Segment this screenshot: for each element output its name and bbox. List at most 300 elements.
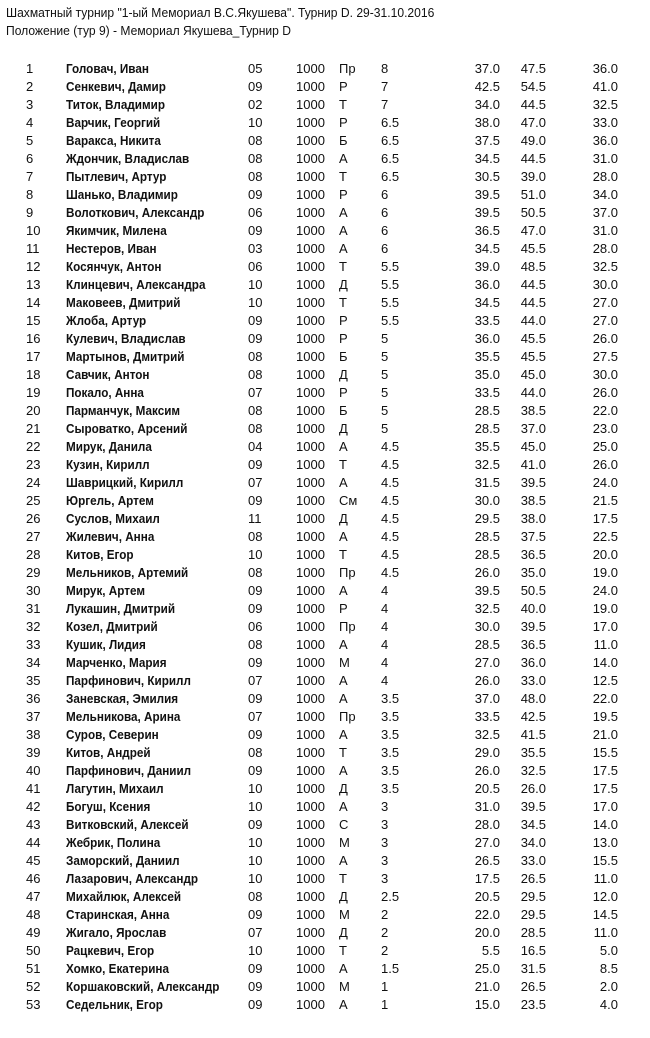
tiebreak-3: 12.5	[592, 673, 618, 688]
rank: 52	[26, 979, 41, 994]
birth-year: 10	[248, 853, 263, 868]
tiebreak-1: 30.0	[474, 619, 500, 634]
tiebreak-1: 31.5	[474, 475, 500, 490]
points: 3.5	[381, 709, 400, 724]
rating: 1000	[296, 223, 325, 238]
tiebreak-1: 21.0	[474, 979, 500, 994]
club: Д	[339, 511, 348, 526]
tiebreak-1: 39.0	[474, 259, 500, 274]
points: 4.5	[381, 547, 400, 562]
tiebreak-3: 30.0	[592, 277, 618, 292]
rank: 9	[26, 205, 34, 220]
club: Р	[339, 313, 348, 328]
club: А	[339, 691, 348, 706]
points: 3	[381, 799, 389, 814]
points: 5	[381, 385, 389, 400]
birth-year: 08	[248, 889, 263, 904]
points: 5.5	[381, 259, 400, 274]
tiebreak-1: 39.5	[474, 583, 500, 598]
rank: 37	[26, 709, 41, 724]
points: 3.5	[381, 781, 400, 796]
rating: 1000	[296, 97, 325, 112]
points: 6.5	[381, 169, 400, 184]
tiebreak-1: 25.0	[474, 961, 500, 976]
birth-year: 06	[248, 619, 263, 634]
tiebreak-3: 17.5	[592, 511, 618, 526]
tiebreak-2: 45.0	[520, 367, 546, 382]
rating: 1000	[296, 925, 325, 940]
player-name: Заневская, Эмилия	[66, 691, 179, 706]
points: 4.5	[381, 475, 400, 490]
points: 2.5	[381, 889, 400, 904]
tiebreak-3: 15.5	[592, 745, 618, 760]
birth-year: 09	[248, 457, 263, 472]
tiebreak-1: 26.0	[474, 763, 500, 778]
tiebreak-1: 20.0	[474, 925, 500, 940]
tiebreak-3: 21.5	[592, 493, 618, 508]
table-row	[0, 312, 650, 330]
points: 4	[381, 583, 389, 598]
points: 7	[381, 97, 389, 112]
rating: 1000	[296, 385, 325, 400]
tiebreak-1: 35.5	[474, 439, 500, 454]
points: 1	[381, 997, 389, 1012]
player-name: Мирук, Данила	[66, 439, 152, 454]
birth-year: 09	[248, 601, 263, 616]
club: А	[339, 727, 348, 742]
tiebreak-1: 22.0	[474, 907, 500, 922]
birth-year: 08	[248, 529, 263, 544]
rank: 25	[26, 493, 41, 508]
tiebreak-2: 33.0	[520, 853, 546, 868]
rating: 1000	[296, 259, 325, 274]
club: А	[339, 529, 348, 544]
rank: 20	[26, 403, 41, 418]
rating: 1000	[296, 763, 325, 778]
rating: 1000	[296, 817, 325, 832]
points: 4.5	[381, 511, 400, 526]
rank: 42	[26, 799, 41, 814]
rank: 43	[26, 817, 41, 832]
club: А	[339, 241, 348, 256]
table-row	[0, 438, 650, 456]
tiebreak-2: 26.5	[520, 871, 546, 886]
rank: 12	[26, 259, 41, 274]
tiebreak-3: 27.0	[592, 295, 618, 310]
player-name: Кулевич, Владислав	[66, 331, 186, 346]
tiebreak-3: 31.0	[592, 151, 618, 166]
tiebreak-1: 35.0	[474, 367, 500, 382]
tiebreak-2: 16.5	[520, 943, 546, 958]
table-row	[0, 798, 650, 816]
rank: 38	[26, 727, 41, 742]
tiebreak-3: 8.5	[599, 961, 618, 976]
player-name: Жигало, Ярослав	[66, 925, 167, 940]
tiebreak-3: 30.0	[592, 367, 618, 382]
points: 4.5	[381, 565, 400, 580]
rank: 51	[26, 961, 41, 976]
tiebreak-1: 33.5	[474, 313, 500, 328]
club: Д	[339, 421, 348, 436]
tournament-title: Шахматный турнир "1-ый Мемориал В.С.Якушева". Турнир D. 29-31.10.2016	[6, 5, 435, 20]
rank: 34	[26, 655, 41, 670]
club: Р	[339, 187, 348, 202]
tiebreak-1: 32.5	[474, 727, 500, 742]
tiebreak-2: 35.5	[520, 745, 546, 760]
birth-year: 09	[248, 979, 263, 994]
tiebreak-2: 41.5	[520, 727, 546, 742]
rank: 2	[26, 79, 34, 94]
rank: 24	[26, 475, 41, 490]
table-row	[0, 762, 650, 780]
rank: 44	[26, 835, 41, 850]
birth-year: 04	[248, 439, 263, 454]
club: А	[339, 475, 348, 490]
club: Д	[339, 889, 348, 904]
birth-year: 08	[248, 367, 263, 382]
player-name: Мельников, Артемий	[66, 565, 189, 580]
tiebreak-2: 37.0	[520, 421, 546, 436]
tiebreak-1: 27.0	[474, 655, 500, 670]
rank: 18	[26, 367, 41, 382]
club: Д	[339, 367, 348, 382]
points: 6	[381, 187, 389, 202]
rating: 1000	[296, 943, 325, 958]
rating: 1000	[296, 565, 325, 580]
tiebreak-1: 28.5	[474, 403, 500, 418]
player-name: Жлоба, Артур	[66, 313, 147, 328]
birth-year: 06	[248, 205, 263, 220]
tiebreak-1: 28.5	[474, 421, 500, 436]
rating: 1000	[296, 709, 325, 724]
rating: 1000	[296, 115, 325, 130]
birth-year: 09	[248, 907, 263, 922]
player-name: Жебрик, Полина	[66, 835, 161, 850]
tiebreak-3: 11.0	[593, 925, 618, 940]
rating: 1000	[296, 601, 325, 616]
tiebreak-1: 28.5	[474, 637, 500, 652]
rank: 7	[26, 169, 34, 184]
rank: 19	[26, 385, 41, 400]
table-row	[0, 852, 650, 870]
tiebreak-3: 17.0	[592, 799, 618, 814]
table-row	[0, 924, 650, 942]
rank: 28	[26, 547, 41, 562]
rank: 1	[26, 61, 34, 76]
tiebreak-1: 15.0	[474, 997, 500, 1012]
tiebreak-3: 41.0	[592, 79, 618, 94]
table-row	[0, 348, 650, 366]
tiebreak-1: 36.0	[474, 331, 500, 346]
tiebreak-3: 21.0	[592, 727, 618, 742]
rating: 1000	[296, 79, 325, 94]
rank: 49	[26, 925, 41, 940]
club: Р	[339, 385, 348, 400]
table-row	[0, 600, 650, 618]
club: А	[339, 583, 348, 598]
player-name: Нестеров, Иван	[66, 241, 157, 256]
table-row	[0, 60, 650, 78]
rank: 16	[26, 331, 41, 346]
points: 6	[381, 205, 389, 220]
rating: 1000	[296, 529, 325, 544]
points: 3.5	[381, 745, 400, 760]
rating: 1000	[296, 727, 325, 742]
rank: 17	[26, 349, 41, 364]
rank: 36	[26, 691, 41, 706]
rating: 1000	[296, 421, 325, 436]
tiebreak-1: 20.5	[474, 889, 500, 904]
rating: 1000	[296, 979, 325, 994]
club: А	[339, 853, 348, 868]
tiebreak-3: 37.0	[592, 205, 618, 220]
tiebreak-1: 26.0	[474, 673, 500, 688]
points: 6.5	[381, 115, 400, 130]
player-name: Парманчук, Максим	[66, 403, 181, 418]
table-row	[0, 672, 650, 690]
player-name: Мартынов, Дмитрий	[66, 349, 185, 364]
player-name: Китов, Андрей	[66, 745, 151, 760]
rank: 22	[26, 439, 41, 454]
tiebreak-3: 22.0	[592, 691, 618, 706]
tiebreak-2: 40.0	[520, 601, 546, 616]
tiebreak-2: 47.0	[520, 223, 546, 238]
club: С	[339, 817, 349, 832]
rating: 1000	[296, 187, 325, 202]
tiebreak-3: 14.0	[592, 817, 618, 832]
player-name: Суслов, Михаил	[66, 511, 160, 526]
points: 4	[381, 655, 389, 670]
tiebreak-2: 37.5	[520, 529, 546, 544]
birth-year: 07	[248, 709, 263, 724]
tiebreak-1: 31.0	[474, 799, 500, 814]
rating: 1000	[296, 277, 325, 292]
tiebreak-2: 39.5	[520, 619, 546, 634]
player-name: Пытлевич, Артур	[66, 169, 167, 184]
tiebreak-2: 28.5	[520, 925, 546, 940]
rank: 47	[26, 889, 41, 904]
points: 5	[381, 349, 389, 364]
player-name: Сенкевич, Дамир	[66, 79, 166, 94]
tiebreak-1: 28.5	[474, 529, 500, 544]
tiebreak-3: 22.0	[592, 403, 618, 418]
rank: 46	[26, 871, 41, 886]
tiebreak-3: 27.0	[592, 313, 618, 328]
tiebreak-2: 38.0	[520, 511, 546, 526]
player-name: Титок, Владимир	[66, 97, 165, 112]
tiebreak-1: 33.5	[474, 385, 500, 400]
tiebreak-1: 35.5	[474, 349, 500, 364]
club: Т	[339, 169, 347, 184]
birth-year: 09	[248, 79, 263, 94]
rating: 1000	[296, 349, 325, 364]
tiebreak-1: 34.5	[474, 295, 500, 310]
tiebreak-3: 28.0	[592, 169, 618, 184]
tiebreak-3: 32.5	[592, 97, 618, 112]
tiebreak-1: 34.5	[474, 241, 500, 256]
rank: 21	[26, 421, 41, 436]
club: А	[339, 763, 348, 778]
birth-year: 10	[248, 115, 263, 130]
player-name: Коршаковский, Александр	[66, 979, 220, 994]
player-name: Сыроватко, Арсений	[66, 421, 188, 436]
tiebreak-3: 34.0	[592, 187, 618, 202]
club: Т	[339, 871, 347, 886]
birth-year: 11	[248, 511, 262, 526]
birth-year: 08	[248, 565, 263, 580]
table-row	[0, 294, 650, 312]
club: Пр	[339, 61, 356, 76]
tiebreak-3: 31.0	[592, 223, 618, 238]
rank: 10	[26, 223, 41, 238]
tiebreak-2: 26.0	[520, 781, 546, 796]
points: 4	[381, 673, 389, 688]
rating: 1000	[296, 475, 325, 490]
points: 3	[381, 853, 389, 868]
birth-year: 08	[248, 169, 263, 184]
tiebreak-2: 45.5	[520, 241, 546, 256]
rank: 23	[26, 457, 41, 472]
birth-year: 08	[248, 421, 263, 436]
tiebreak-2: 48.0	[520, 691, 546, 706]
player-name: Лукашин, Дмитрий	[66, 601, 176, 616]
tiebreak-2: 36.0	[520, 655, 546, 670]
birth-year: 06	[248, 259, 263, 274]
club: Д	[339, 925, 348, 940]
club: См	[339, 493, 358, 508]
table-row	[0, 636, 650, 654]
table-row	[0, 474, 650, 492]
table-row	[0, 834, 650, 852]
rating: 1000	[296, 691, 325, 706]
tiebreak-2: 44.5	[520, 277, 546, 292]
table-row	[0, 222, 650, 240]
tiebreak-1: 36.5	[474, 223, 500, 238]
table-row	[0, 402, 650, 420]
tiebreak-3: 33.0	[592, 115, 618, 130]
standings-table	[0, 60, 650, 1014]
birth-year: 08	[248, 745, 263, 760]
tiebreak-1: 29.5	[474, 511, 500, 526]
tiebreak-2: 44.0	[520, 313, 546, 328]
rating: 1000	[296, 133, 325, 148]
rating: 1000	[296, 241, 325, 256]
rating: 1000	[296, 403, 325, 418]
tiebreak-3: 14.5	[592, 907, 618, 922]
rank: 45	[26, 853, 41, 868]
tiebreak-3: 20.0	[592, 547, 618, 562]
standings-subtitle: Положение (тур 9) - Мемориал Якушева_Турнир D	[6, 23, 291, 38]
table-row	[0, 942, 650, 960]
tiebreak-3: 13.0	[592, 835, 618, 850]
player-name: Заморский, Даниил	[66, 853, 180, 868]
tiebreak-2: 50.5	[520, 583, 546, 598]
player-name: Марченко, Мария	[66, 655, 167, 670]
player-name: Шаврицкий, Кирилл	[66, 475, 184, 490]
tiebreak-1: 30.5	[474, 169, 500, 184]
club: М	[339, 979, 350, 994]
table-row	[0, 204, 650, 222]
table-row	[0, 996, 650, 1014]
points: 8	[381, 61, 389, 76]
player-name: Покало, Анна	[66, 385, 144, 400]
tiebreak-2: 45.5	[520, 331, 546, 346]
tiebreak-3: 26.0	[592, 385, 618, 400]
rank: 53	[26, 997, 41, 1012]
rank: 32	[26, 619, 41, 634]
tiebreak-1: 32.5	[474, 457, 500, 472]
birth-year: 08	[248, 133, 263, 148]
points: 4	[381, 619, 389, 634]
table-row	[0, 888, 650, 906]
birth-year: 08	[248, 403, 263, 418]
club: А	[339, 997, 348, 1012]
table-row	[0, 114, 650, 132]
tiebreak-2: 26.5	[520, 979, 546, 994]
points: 4.5	[381, 529, 400, 544]
player-name: Мельникова, Арина	[66, 709, 181, 724]
player-name: Козел, Дмитрий	[66, 619, 158, 634]
rank: 39	[26, 745, 41, 760]
tiebreak-2: 44.5	[520, 151, 546, 166]
player-name: Хомко, Екатерина	[66, 961, 169, 976]
rating: 1000	[296, 583, 325, 598]
rating: 1000	[296, 151, 325, 166]
player-name: Волоткович, Александр	[66, 205, 205, 220]
player-name: Витковский, Алексей	[66, 817, 189, 832]
tiebreak-3: 5.0	[599, 943, 618, 958]
rating: 1000	[296, 637, 325, 652]
club: А	[339, 673, 348, 688]
birth-year: 09	[248, 583, 263, 598]
tiebreak-3: 17.0	[592, 619, 618, 634]
table-row	[0, 384, 650, 402]
tiebreak-2: 39.0	[520, 169, 546, 184]
club: Т	[339, 547, 347, 562]
club: Д	[339, 277, 348, 292]
birth-year: 07	[248, 925, 263, 940]
tiebreak-3: 24.0	[592, 583, 618, 598]
points: 3	[381, 871, 389, 886]
rank: 41	[26, 781, 41, 796]
club: Т	[339, 457, 347, 472]
birth-year: 10	[248, 277, 263, 292]
tiebreak-2: 39.5	[520, 475, 546, 490]
tiebreak-1: 20.5	[474, 781, 500, 796]
rating: 1000	[296, 619, 325, 634]
birth-year: 08	[248, 349, 263, 364]
rank: 3	[26, 97, 34, 112]
points: 5.5	[381, 313, 400, 328]
club: М	[339, 907, 350, 922]
birth-year: 05	[248, 61, 263, 76]
tiebreak-1: 30.0	[474, 493, 500, 508]
points: 3.5	[381, 727, 400, 742]
rating: 1000	[296, 331, 325, 346]
points: 7	[381, 79, 389, 94]
table-row	[0, 582, 650, 600]
table-row	[0, 906, 650, 924]
club: Т	[339, 943, 347, 958]
tiebreak-1: 26.0	[474, 565, 500, 580]
club: А	[339, 961, 348, 976]
tiebreak-2: 29.5	[520, 907, 546, 922]
table-row	[0, 276, 650, 294]
table-row	[0, 240, 650, 258]
table-row	[0, 870, 650, 888]
tiebreak-3: 17.5	[592, 781, 618, 796]
rating: 1000	[296, 367, 325, 382]
